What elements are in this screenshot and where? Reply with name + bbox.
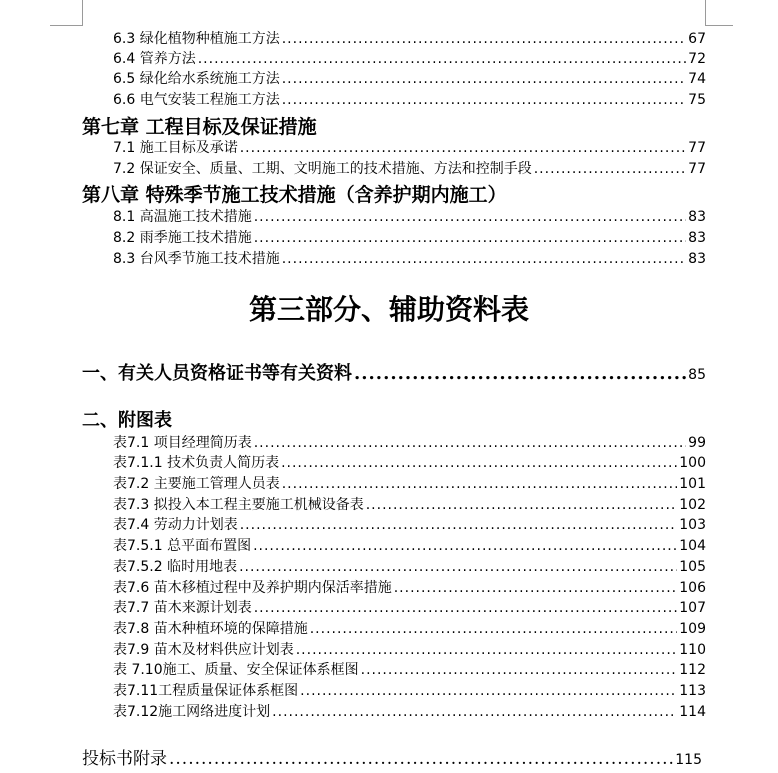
page-number: 114 [679,704,706,720]
page-number: 72 [688,51,706,67]
crop-mark-right-horizontal [705,25,733,26]
chapter8-heading[interactable]: 第八章 特殊季节施工技术措施（含养护期内施工） [82,184,507,206]
toc-table-entry[interactable] [113,432,706,452]
crop-mark-left-vertical [82,0,83,26]
toc-entry-6-6[interactable]: 6.6 电气安装工程施工方法 ..... 75 [113,89,706,109]
toc-entry-title: 表7.1.1 技术负责人简历表 [113,455,280,471]
page-number: 67 [688,31,706,47]
leader-dots [254,435,686,451]
toc-entry-title: 表7.4 劳动力计划表 [113,517,238,533]
toc-entry-title: 管养方法 [139,51,196,67]
leader-dots [253,538,677,554]
toc-entry-6-4[interactable]: 6.4 管养方法 ..... 72 [113,48,706,68]
page-number: 83 [688,251,706,267]
toc-table-entry[interactable] [113,639,706,659]
toc-entry-title: 施工目标及承诺 [139,140,238,156]
leader-dots [198,51,686,67]
toc-entry-title: 表7.12施工网络进度计划 [113,704,271,720]
toc-entry-title: 绿化植物种植施工方法 [139,31,280,47]
leader-dots [366,497,678,513]
toc-table-entry[interactable] [113,597,706,617]
page-number: 74 [688,71,706,87]
page-number: 85 [688,367,706,383]
toc-entry-6-3[interactable]: 6.3 绿化植物种植施工方法 ..... 67 [113,28,706,48]
toc-entry-title: 表7.7 苗木来源计划表 [113,600,252,616]
leader-dots [296,642,678,658]
toc-entry-title: 表7.1 项目经理简历表 [113,435,252,451]
toc-table-entry[interactable] [113,535,706,555]
toc-entry-title: 表 7.10施工、质量、安全保证体系框图 [113,662,359,678]
toc-table-entry[interactable] [113,514,706,534]
toc-entry-title: 绿化给水系统施工方法 [139,71,280,87]
toc-entry-title: 投标书附录 [82,749,167,769]
page-number: 113 [679,683,706,699]
leader-dots [354,363,686,384]
page-number: 83 [688,230,706,246]
leader-dots [272,704,677,720]
toc-entry-title: 一、有关人员资格证书等有关资料 [82,363,352,384]
toc-entry-7-2[interactable]: 7.2 保证安全、质量、工期、文明施工的技术措施、方法和控制手段 ..... 77 [113,158,706,178]
leader-dots [254,209,686,225]
leader-dots [310,621,678,637]
page-number: 106 [679,580,706,596]
leader-dots [282,71,686,87]
page-number: 83 [688,209,706,225]
leader-dots [394,580,678,596]
toc-table-entry[interactable] [113,701,706,721]
leader-dots [240,140,686,156]
leader-dots [282,251,686,267]
toc-entry-6-5[interactable]: 6.5 绿化给水系统施工方法 ..... 74 [113,68,706,88]
toc-entry-section1[interactable] [82,359,706,385]
toc-entry-title: 台风季节施工技术措施 [139,251,280,267]
section2-heading[interactable]: 二、附图表 [82,410,172,431]
page-number: 115 [675,752,702,768]
leader-dots [361,662,678,678]
chapter7-heading[interactable]: 第七章 工程目标及保证措施 [82,116,317,138]
page-number: 107 [679,600,706,616]
page-number: 102 [679,497,706,513]
crop-mark-left-horizontal [50,25,83,26]
leader-dots [300,683,677,699]
toc-table-entry[interactable] [113,618,706,638]
toc-entry-8-2[interactable]: 8.2 雨季施工技术措施 ..... 83 [113,227,706,247]
leader-dots [281,455,677,471]
toc-entry-title: 表7.9 苗木及材料供应计划表 [113,642,294,658]
toc-entry-title: 表7.2 主要施工管理人员表 [113,476,280,492]
page-number: 105 [679,559,706,575]
part3-title: 第三部分、辅助资料表 [248,293,529,326]
leader-dots [240,517,678,533]
toc-table-entry[interactable] [113,659,706,679]
page-number: 77 [688,161,706,177]
toc-entry-8-3[interactable]: 8.3 台风季节施工技术措施 ..... 83 [113,248,706,268]
crop-mark-right-vertical [705,0,706,26]
leader-dots [282,31,686,47]
leader-dots [239,559,677,575]
page-number: 101 [679,476,706,492]
toc-table-entry[interactable] [113,680,706,700]
toc-entry-title: 表7.5.1 总平面布置图 [113,538,252,554]
page-number: 100 [679,455,706,471]
toc-entry-title: 雨季施工技术措施 [139,230,252,246]
toc-entry-title: 电气安装工程施工方法 [139,92,280,108]
page-number: 75 [688,92,706,108]
toc-table-entry[interactable] [113,473,706,493]
toc-entry-title: 表7.5.2 临时用地表 [113,559,238,575]
page-number: 103 [679,517,706,533]
leader-dots [534,161,686,177]
toc-entry-title: 表7.6 苗木移植过程中及养护期内保活率措施 [113,580,392,596]
toc-entry-8-1[interactable]: 8.1 高温施工技术措施 ..... 83 [113,206,706,226]
toc-table-entry[interactable] [113,494,706,514]
page-number: 104 [679,538,706,554]
leader-dots [254,600,678,616]
page-number: 109 [679,621,706,637]
toc-entry-appendix[interactable] [82,744,702,769]
toc-entry-7-1[interactable]: 7.1 施工目标及承诺 ..... 77 [113,137,706,157]
toc-table-entry[interactable] [113,577,706,597]
toc-entry-title: 表7.11工程质量保证体系框图 [113,683,299,699]
leader-dots [282,476,678,492]
page-number: 110 [679,642,706,658]
toc-entry-title: 保证安全、质量、工期、文明施工的技术措施、方法和控制手段 [139,161,532,177]
toc-table-entry[interactable] [113,452,706,472]
leader-dots [282,92,686,108]
page-number: 77 [688,140,706,156]
leader-dots [254,230,686,246]
leader-dots [169,749,673,769]
page-number: 99 [688,435,706,451]
page-number: 112 [679,662,706,678]
toc-table-entry[interactable] [113,556,706,576]
toc-entry-title: 高温施工技术措施 [139,209,252,225]
toc-entry-title: 表7.8 苗木种植环境的保障措施 [113,621,308,637]
toc-entry-title: 表7.3 拟投入本工程主要施工机械设备表 [113,497,364,513]
